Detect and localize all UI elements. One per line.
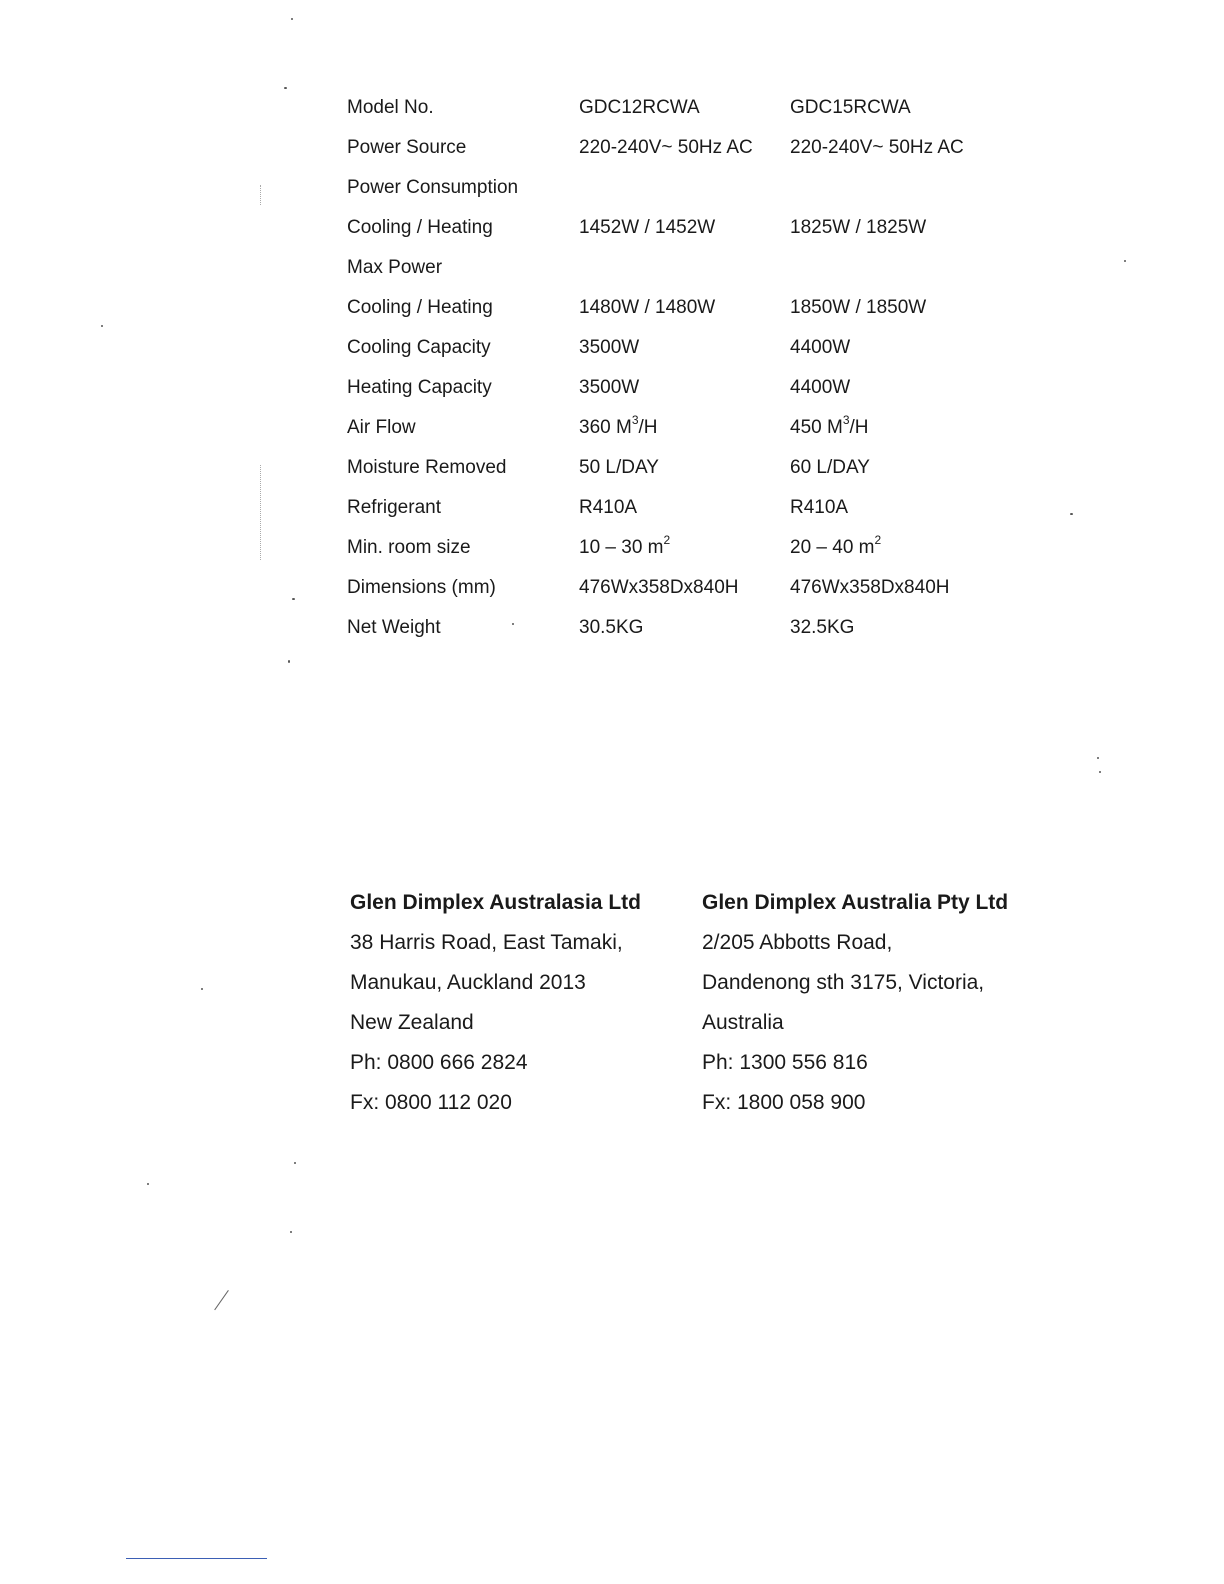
spec-row-power-source — [347, 128, 1047, 168]
superscript: 3 — [842, 412, 850, 427]
scan-slash-mark — [214, 1290, 229, 1310]
spec-label: Cooling / Heating — [347, 297, 493, 318]
fax-number: Fx: 1800 058 900 — [702, 1091, 866, 1114]
scan-speck — [294, 1162, 296, 1164]
address-line: Australia — [702, 1011, 784, 1034]
spec-row-model-no — [347, 88, 1047, 128]
scan-speck — [291, 18, 293, 20]
spec-value-gdc12 — [579, 528, 670, 568]
contact-block-new-zealand — [350, 883, 710, 1123]
spec-row-cooling-capacity — [347, 328, 1047, 368]
spec-row-net-weight — [347, 608, 1047, 648]
scan-speck — [201, 988, 203, 990]
spec-value-gdc12: 50 L/DAY — [579, 457, 659, 478]
value-text: 450 M — [790, 417, 843, 438]
spec-value-gdc12: 30.5KG — [579, 617, 644, 638]
scan-speck — [284, 87, 287, 89]
scan-speck — [292, 598, 295, 600]
spec-label: Dimensions (mm) — [347, 577, 496, 598]
spec-row-max-cooling-heating — [347, 288, 1047, 328]
phone-number: Ph: 1300 556 816 — [702, 1051, 868, 1074]
spec-label: Model No. — [347, 97, 434, 118]
scan-speck — [1070, 513, 1073, 515]
spec-value-gdc15: R410A — [790, 497, 849, 518]
spec-label: Heating Capacity — [347, 377, 492, 398]
spec-value-gdc12: GDC12RCWA — [579, 97, 700, 118]
fax-number: Fx: 0800 112 020 — [350, 1091, 512, 1114]
value-text: 360 M — [579, 417, 632, 438]
phone-number: Ph: 0800 666 2824 — [350, 1051, 528, 1074]
address-line: 2/205 Abbotts Road, — [702, 931, 893, 954]
scan-speck — [288, 660, 290, 663]
spec-row-power-consumption-heading — [347, 168, 1047, 208]
spec-value-gdc15: 4400W — [790, 337, 851, 358]
spec-row-min-room-size — [347, 528, 1047, 568]
address-line: New Zealand — [350, 1011, 474, 1034]
scan-speck — [1099, 771, 1101, 773]
spec-value-gdc15: 60 L/DAY — [790, 457, 870, 478]
scan-speck — [147, 1183, 149, 1185]
spec-row-max-power-heading — [347, 248, 1047, 288]
spec-value-gdc15: 476Wx358Dx840H — [790, 577, 950, 598]
footer-rule — [126, 1558, 267, 1559]
scan-speck — [290, 1231, 292, 1233]
scan-dotted-edge — [260, 185, 262, 205]
spec-value-gdc15: 220-240V~ 50Hz AC — [790, 137, 964, 158]
spec-value-gdc12: 1452W / 1452W — [579, 217, 716, 238]
scan-dotted-edge — [260, 465, 262, 560]
superscript: 2 — [874, 532, 882, 547]
superscript: 3 — [631, 412, 639, 427]
spec-row-refrigerant — [347, 488, 1047, 528]
value-text: 20 – 40 m — [790, 537, 875, 558]
spec-label: Cooling / Heating — [347, 217, 493, 238]
spec-row-consumption-cooling-heating — [347, 208, 1047, 248]
spec-value-gdc15: GDC15RCWA — [790, 97, 911, 118]
spec-label: Refrigerant — [347, 497, 441, 518]
spec-label: Air Flow — [347, 417, 416, 438]
spec-value-gdc15: 32.5KG — [790, 617, 855, 638]
spec-label: Power Source — [347, 137, 467, 158]
company-name: Glen Dimplex Australasia Ltd — [350, 891, 641, 914]
company-name: Glen Dimplex Australia Pty Ltd — [702, 891, 1009, 914]
spec-row-moisture-removed — [347, 448, 1047, 488]
spec-value-gdc15: 1850W / 1850W — [790, 297, 927, 318]
spec-label: Power Consumption — [347, 177, 519, 198]
spec-label: Moisture Removed — [347, 457, 507, 478]
spec-table — [347, 88, 1047, 648]
address-line: Manukau, Auckland 2013 — [350, 971, 586, 994]
value-suffix: /H — [849, 417, 869, 438]
spec-value-gdc12: 3500W — [579, 377, 640, 398]
spec-value-gdc12: R410A — [579, 497, 638, 518]
scan-speck — [1097, 757, 1099, 759]
spec-row-air-flow — [347, 408, 1047, 448]
contact-block-australia — [702, 883, 1062, 1123]
spec-label: Max Power — [347, 257, 443, 278]
spec-value-gdc12: 3500W — [579, 337, 640, 358]
spec-label: Cooling Capacity — [347, 337, 491, 358]
spec-value-gdc15 — [790, 408, 869, 448]
scan-speck — [1124, 260, 1126, 262]
value-text: 10 – 30 m — [579, 537, 664, 558]
spec-value-gdc15: 1825W / 1825W — [790, 217, 927, 238]
spec-value-gdc12: 1480W / 1480W — [579, 297, 716, 318]
spec-value-gdc12: 476Wx358Dx840H — [579, 577, 739, 598]
spec-label: Min. room size — [347, 537, 471, 558]
spec-value-gdc12 — [579, 408, 658, 448]
spec-value-gdc12: 220-240V~ 50Hz AC — [579, 137, 753, 158]
address-line: Dandenong sth 3175, Victoria, — [702, 971, 985, 994]
scan-speck — [512, 623, 514, 625]
spec-value-gdc15: 4400W — [790, 377, 851, 398]
address-line: 38 Harris Road, East Tamaki, — [350, 931, 623, 954]
value-suffix: /H — [638, 417, 658, 438]
superscript: 2 — [663, 532, 671, 547]
spec-row-dimensions — [347, 568, 1047, 608]
spec-row-heating-capacity — [347, 368, 1047, 408]
spec-value-gdc15 — [790, 528, 881, 568]
scan-speck — [101, 325, 103, 327]
spec-label: Net Weight — [347, 617, 441, 638]
